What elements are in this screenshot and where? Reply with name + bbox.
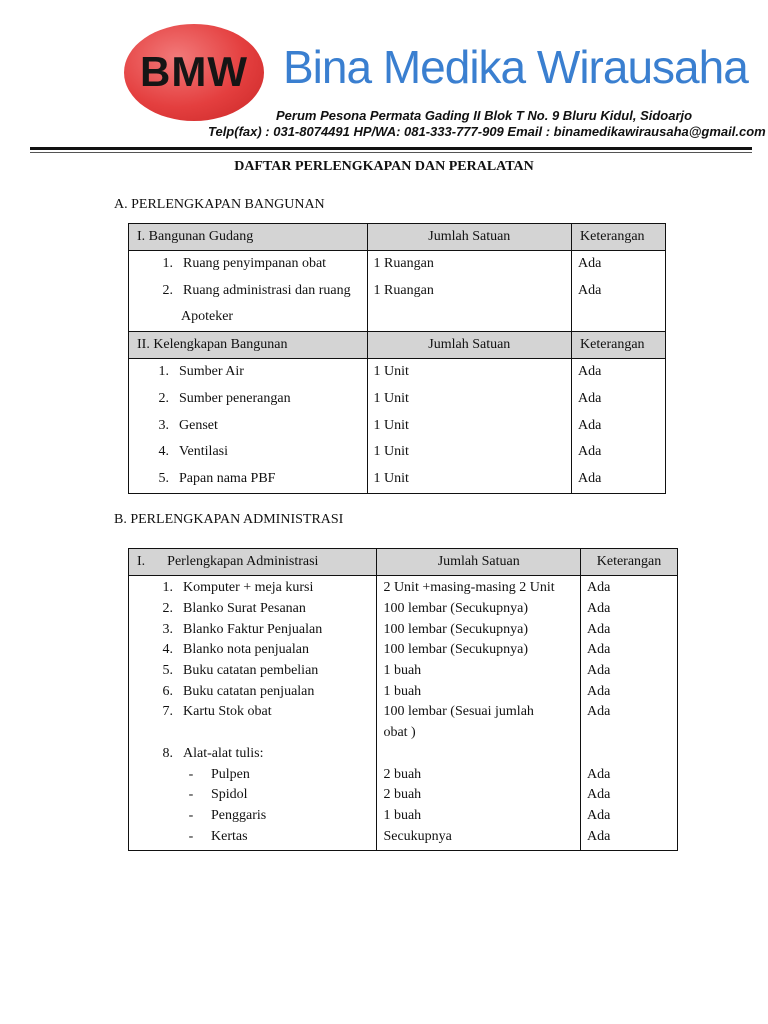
table-header-row — [129, 332, 666, 359]
item-number: 8. — [162, 745, 173, 761]
list-item — [145, 413, 361, 440]
sub-item — [149, 765, 370, 786]
header-cell: Jumlah Satuan — [367, 224, 571, 251]
note-value — [587, 744, 671, 765]
note-value: Ada — [578, 417, 602, 433]
item-name: Buku catatan pembelian — [183, 663, 319, 679]
table-header-row — [129, 549, 678, 576]
item-name: Alat-alat tulis: — [183, 745, 264, 761]
qty-value: 1 Unit — [373, 364, 409, 380]
admin-equipment-table — [128, 548, 678, 851]
header-cell: II. Kelengkapan Bangunan — [129, 332, 368, 359]
item-name: Ventilasi — [179, 444, 228, 460]
note-value: Ada — [587, 828, 611, 844]
note-value: Ada — [578, 444, 602, 460]
item-number: 3. — [158, 417, 169, 433]
qty-value: 100 lembar (Secukupnya) — [383, 642, 529, 658]
sub-item-dash: - — [188, 828, 194, 844]
item-cell — [129, 576, 377, 851]
list-item — [149, 744, 370, 765]
qty-value-continuation: obat ) — [383, 725, 416, 741]
list-item — [145, 439, 361, 466]
note-value: Ada — [587, 642, 611, 658]
list-item — [149, 723, 370, 744]
list-item-continuation: Apoteker — [181, 309, 234, 325]
list-item — [149, 682, 370, 703]
note-value: Ada — [587, 766, 611, 782]
header-cell — [129, 549, 377, 576]
note-cell — [572, 251, 666, 332]
item-number: 3. — [162, 621, 173, 637]
qty-value: 1 buah — [383, 663, 422, 679]
building-equipment-table — [128, 223, 666, 494]
item-name: Blanko Faktur Penjualan — [183, 621, 323, 637]
list-item — [149, 702, 370, 723]
sub-item-name: Pulpen — [211, 766, 250, 782]
list-item — [149, 251, 361, 278]
header-cell: Jumlah Satuan — [367, 332, 571, 359]
table-body-row — [129, 576, 678, 851]
header-roman-numeral: I. — [137, 554, 146, 569]
list-item — [149, 620, 370, 641]
sub-item — [149, 785, 370, 806]
qty-value: 1 Unit — [373, 444, 409, 460]
note-value: Ada — [587, 807, 611, 823]
item-number: 4. — [158, 444, 169, 460]
item-name: Ruang penyimpanan obat — [183, 256, 327, 271]
sub-item — [149, 806, 370, 827]
company-contact: Telp(fax) : 031-8074491 HP/WA: 081-333-777-909 Email : binamedikawirausaha@gmail.com — [208, 124, 766, 139]
qty-cell — [367, 359, 571, 494]
list-item — [145, 466, 361, 493]
note-value: Ada — [587, 580, 611, 596]
header-label: Perlengkapan Administrasi — [167, 554, 319, 569]
qty-value: 2 buah — [383, 766, 422, 782]
note-value: Ada — [587, 787, 611, 803]
note-value: Ada — [587, 704, 611, 720]
note-cell — [572, 359, 666, 494]
sub-item-name: Kertas — [211, 828, 248, 844]
header-divider — [30, 147, 752, 150]
note-value: Ada — [587, 663, 611, 679]
item-cell — [129, 251, 368, 332]
qty-value: 1 buah — [383, 807, 422, 823]
item-number: 1. — [162, 580, 173, 596]
document-title: DAFTAR PERLENGKAPAN DAN PERALATAN — [234, 159, 534, 174]
item-number: 5. — [162, 663, 173, 679]
header-cell: Keterangan — [572, 224, 666, 251]
item-number: 2. — [162, 600, 173, 616]
table-body-row — [129, 359, 666, 494]
qty-value: 1 Unit — [373, 470, 409, 486]
sub-item-name: Spidol — [211, 787, 248, 803]
item-name: Blanko nota penjualan — [183, 642, 309, 658]
note-value: Ada — [578, 256, 602, 271]
sub-item — [149, 827, 370, 848]
note-value: Ada — [587, 621, 611, 637]
note-value: Ada — [587, 683, 611, 699]
header-cell: Keterangan — [581, 549, 678, 576]
note-value: Ada — [578, 390, 602, 406]
qty-value: 100 lembar (Secukupnya) — [383, 621, 529, 637]
qty-cell — [367, 251, 571, 332]
list-item — [149, 578, 370, 599]
item-name: Ruang administrasi dan ruang — [183, 282, 351, 298]
header-cell: Jumlah Satuan — [377, 549, 581, 576]
qty-value: Secukupnya — [383, 828, 452, 844]
qty-value — [383, 744, 574, 765]
list-item — [149, 640, 370, 661]
item-number: 5. — [158, 470, 169, 486]
header-divider-thin — [30, 152, 752, 153]
company-address: Perum Pesona Permata Gading II Blok T No. 9 Bluru Kidul, Sidoarjo — [276, 108, 693, 123]
qty-value: 100 lembar (Sesuai jumlah — [383, 704, 534, 720]
note-value: Ada — [587, 600, 611, 616]
item-number: 1. — [158, 364, 169, 380]
qty-value: 2 Unit +masing-masing 2 Unit — [383, 580, 555, 596]
company-name: Bina Medika Wirausaha — [283, 41, 748, 93]
list-item — [145, 386, 361, 413]
header-cell: Keterangan — [572, 332, 666, 359]
qty-value: 1 Ruangan — [373, 282, 434, 298]
qty-value: 1 Unit — [373, 390, 409, 406]
header-cell: I. Bangunan Gudang — [129, 224, 368, 251]
list-item — [149, 661, 370, 682]
qty-cell — [377, 576, 581, 851]
sub-item-dash: - — [188, 787, 194, 803]
list-item — [145, 359, 361, 386]
item-number: 1. — [162, 256, 173, 271]
note-value: Ada — [578, 282, 602, 298]
item-number: 4. — [162, 642, 173, 658]
list-item — [149, 278, 361, 305]
note-value: Ada — [578, 364, 602, 380]
note-value: Ada — [578, 470, 602, 486]
item-name: Kartu Stok obat — [183, 704, 272, 720]
qty-value: 1 Unit — [373, 417, 409, 433]
item-number: 2. — [158, 390, 169, 406]
note-value — [587, 723, 671, 744]
section-b-heading: B. PERLENGKAPAN ADMINISTRASI — [114, 512, 344, 527]
logo-text: BMW — [140, 48, 248, 95]
item-name: Komputer + meja kursi — [183, 580, 314, 596]
sub-item-dash: - — [188, 766, 194, 782]
section-a-heading: A. PERLENGKAPAN BANGUNAN — [114, 197, 325, 212]
sub-item-dash: - — [188, 807, 194, 823]
table-body-row — [129, 251, 666, 332]
qty-value: 1 Ruangan — [373, 256, 434, 271]
item-name: Buku catatan penjualan — [183, 683, 315, 699]
table-header-row — [129, 224, 666, 251]
item-name: Papan nama PBF — [179, 470, 276, 486]
item-name: Sumber penerangan — [179, 390, 291, 406]
qty-value: 100 lembar (Secukupnya) — [383, 600, 529, 616]
item-cell — [129, 359, 368, 494]
qty-value: 1 buah — [383, 683, 422, 699]
item-number: 2. — [162, 282, 173, 298]
item-name: Genset — [179, 417, 218, 433]
item-name: Blanko Surat Pesanan — [183, 600, 306, 616]
item-number: 7. — [162, 704, 173, 720]
sub-item-name: Penggaris — [211, 807, 267, 823]
item-name: Sumber Air — [179, 364, 244, 380]
note-cell — [581, 576, 678, 851]
item-number: 6. — [162, 683, 173, 699]
company-logo — [124, 24, 264, 121]
qty-value: 2 buah — [383, 787, 422, 803]
list-item — [149, 599, 370, 620]
